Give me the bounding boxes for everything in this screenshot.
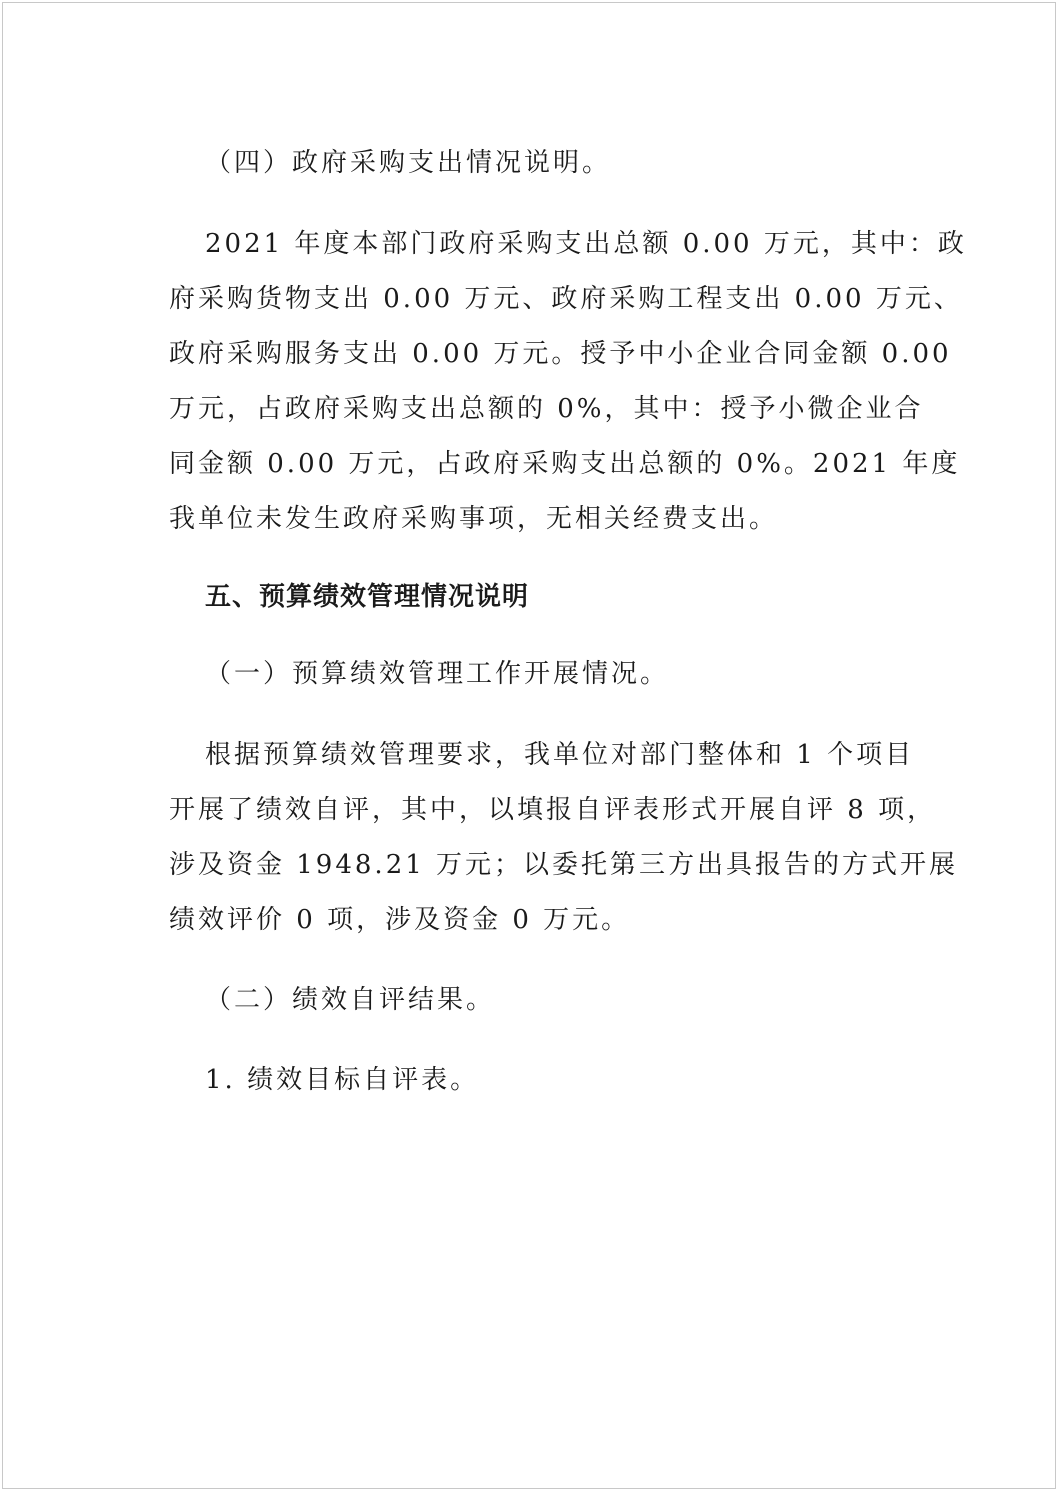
subsection-1-heading: （一）预算绩效管理工作开展情况。 (205, 659, 670, 689)
paragraph-line: 万元，占政府采购支出总额的 0%，其中：授予小微企业合 (169, 394, 924, 424)
paragraph-line: 同金额 0.00 万元，占政府采购支出总额的 0%。2021 年度 (169, 449, 961, 479)
list-item-1: 1. 绩效目标自评表。 (205, 1065, 480, 1095)
document-page (2, 2, 1056, 1489)
paragraph-line: 根据预算绩效管理要求，我单位对部门整体和 1 个项目 (205, 740, 915, 770)
paragraph-line: 府采购货物支出 0.00 万元、政府采购工程支出 0.00 万元、 (169, 284, 963, 314)
paragraph-line: 政府采购服务支出 0.00 万元。授予中小企业合同金额 0.00 (169, 339, 952, 369)
paragraph-line: 2021 年度本部门政府采购支出总额 0.00 万元，其中：政 (205, 229, 967, 259)
paragraph-line: 涉及资金 1948.21 万元；以委托第三方出具报告的方式开展 (169, 850, 959, 880)
subsection-2-heading: （二）绩效自评结果。 (205, 985, 496, 1015)
section-5-heading: 五、预算绩效管理情况说明 (205, 582, 530, 612)
section-4-heading: （四）政府采购支出情况说明。 (205, 148, 612, 178)
paragraph-line: 开展了绩效自评，其中，以填报自评表形式开展自评 8 项， (169, 795, 937, 825)
paragraph-line: 我单位未发生政府采购事项，无相关经费支出。 (169, 504, 779, 534)
paragraph-line: 绩效评价 0 项，涉及资金 0 万元。 (169, 905, 631, 935)
